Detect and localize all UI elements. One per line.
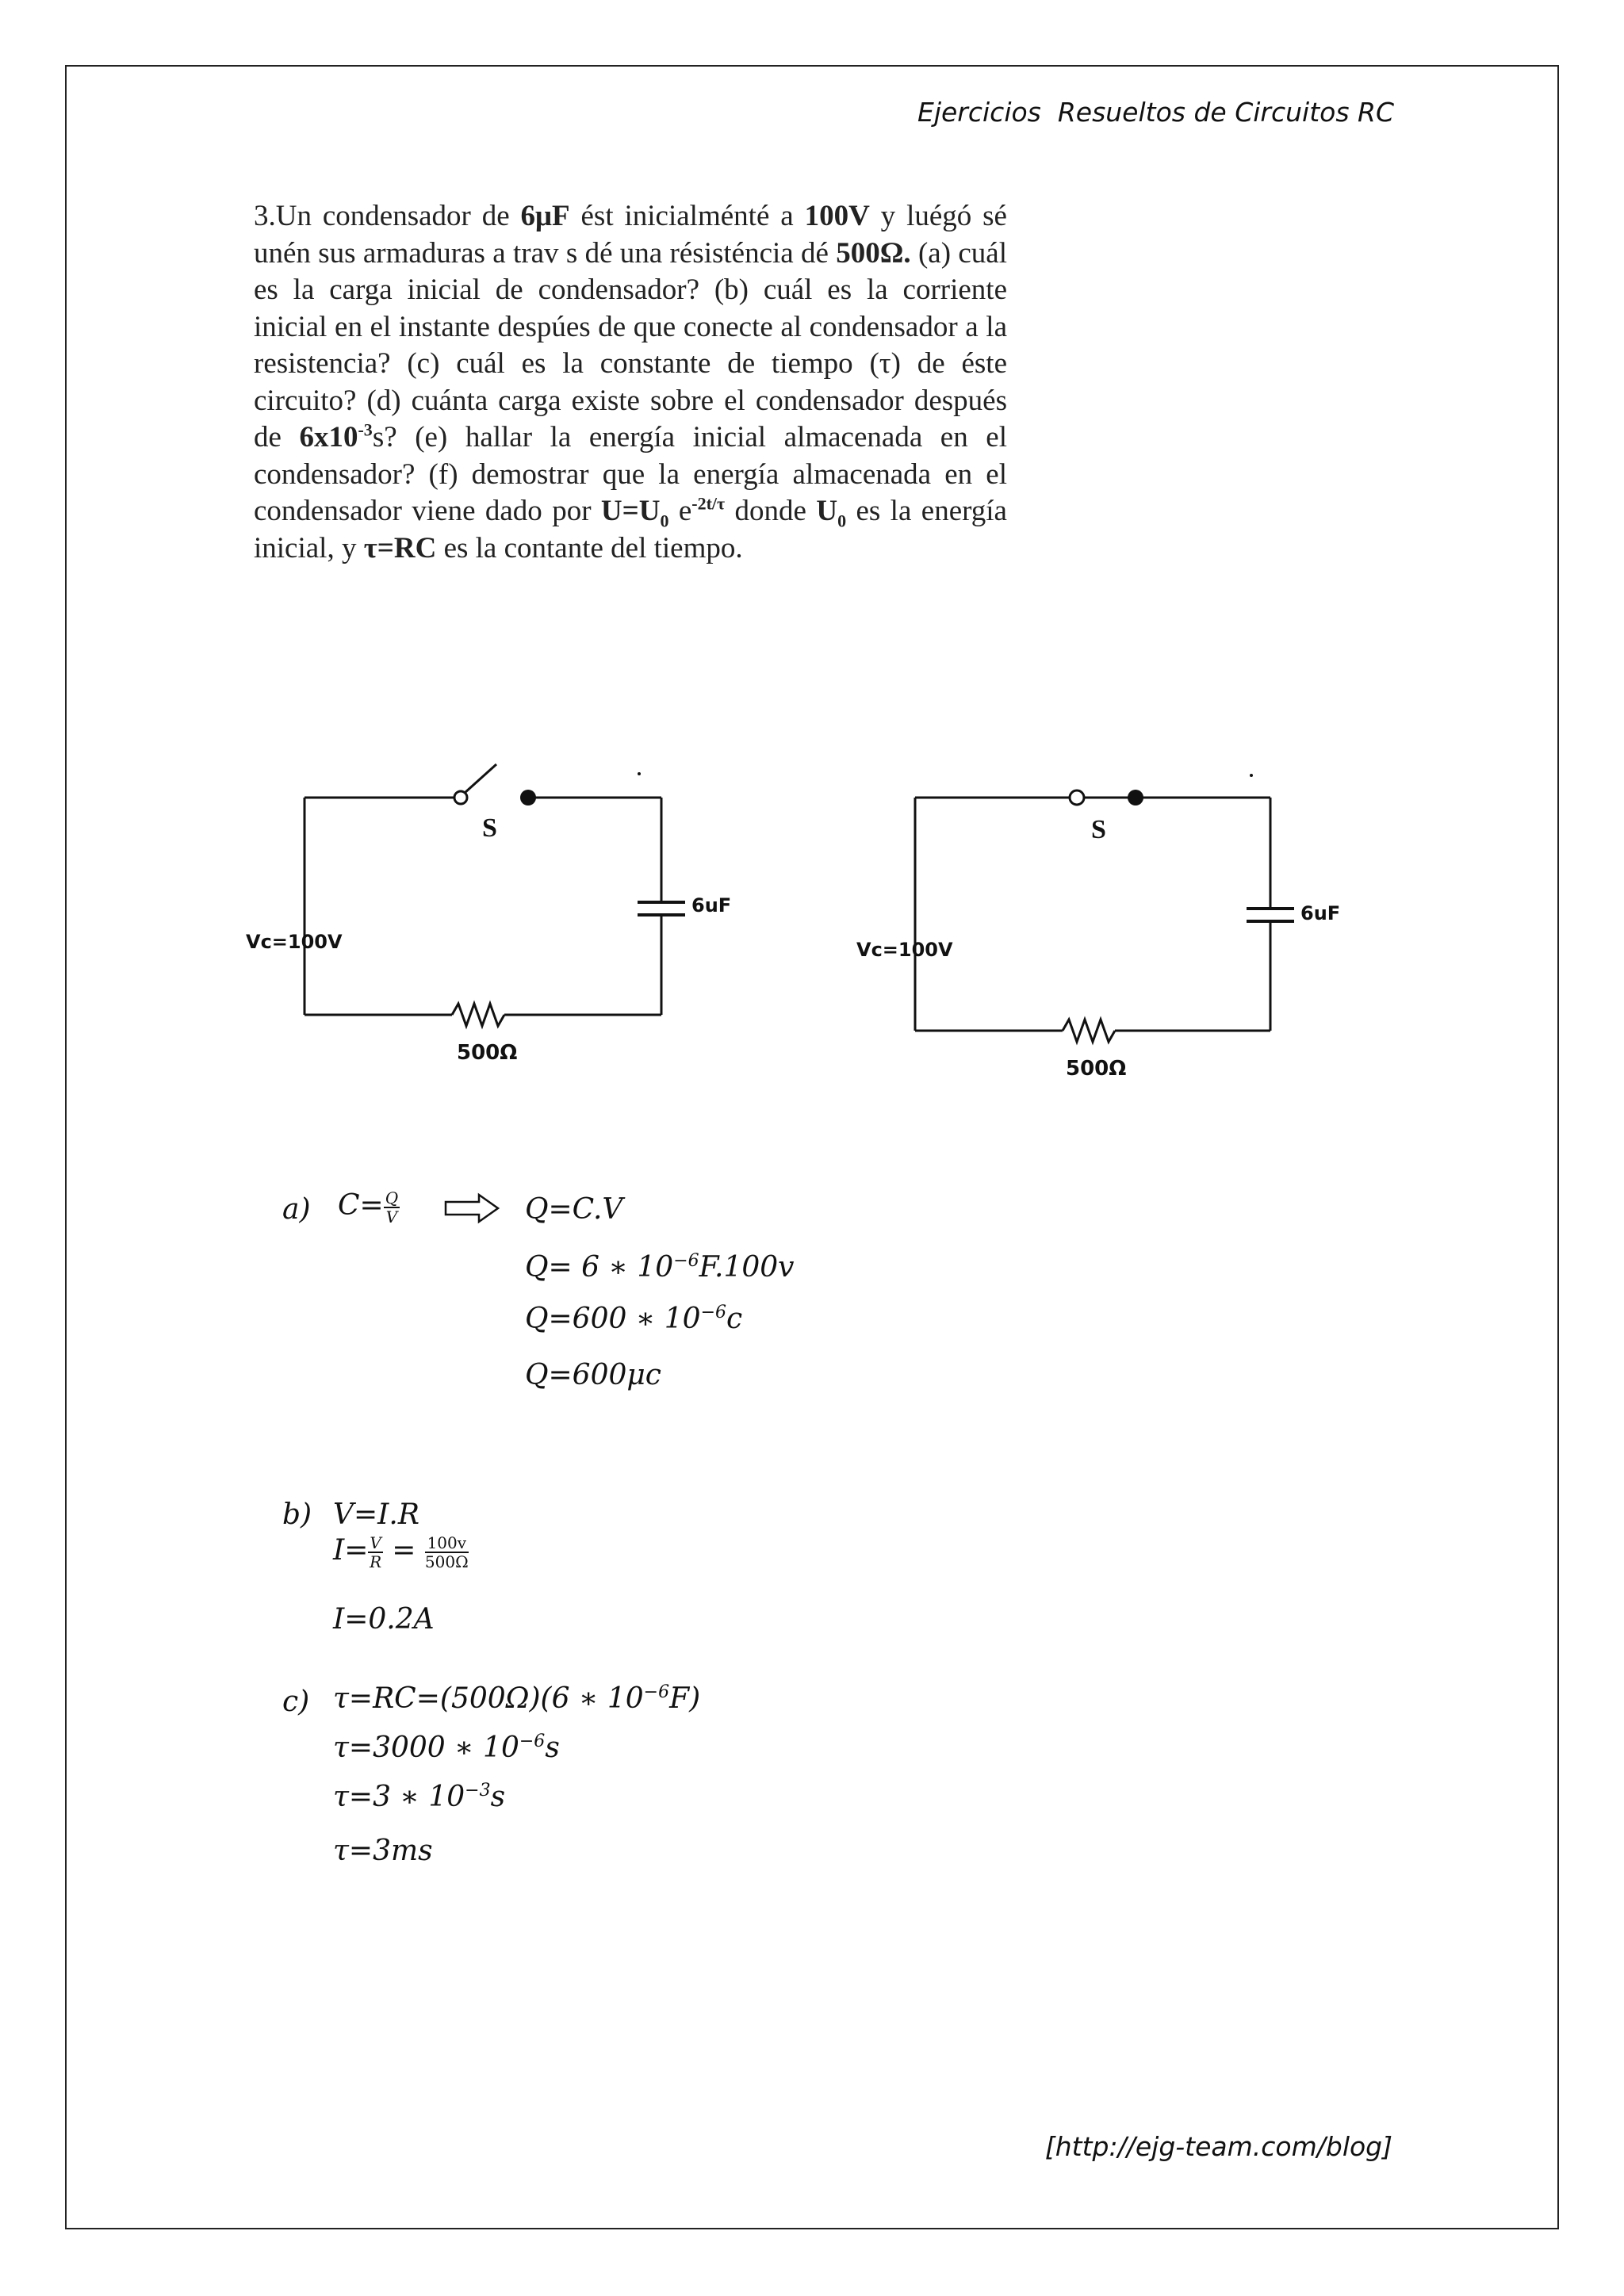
source-label: Vc=100V (246, 931, 343, 953)
capacitor-label: 6uF (691, 894, 732, 916)
solution-a-line1: Q=C.V (525, 1193, 623, 1226)
solution-a-line4: Q=600μc (525, 1359, 661, 1391)
page-header: Ejercicios Resueltos de Circuitos RC (917, 97, 1394, 128)
source-label: Vc=100V (856, 939, 953, 961)
implies-arrow-icon (444, 1192, 501, 1224)
solution-a-line2: Q= 6 ∗ $10^{-6}F.100v$ (525, 1251, 795, 1284)
problem-statement: 3.Un condensador de 6μF ést inicialménté a 100V y luégó sé unén sus armaduras a trav s dé una résisténcia dé 500Ω. (a) cuál es la carga inicial de condensador? (b) cuál es la corriente inicial en el instante despúes de que conecte al condensador a la resistencia? (c) cuál es la constante de tiempo (τ) de éste circuito? (d) cuánta carga existe sobre el condensador después de $6x10^{-3}s$? (e) hallar la energía inicial almacenada en el condensador? (f) demostrar que la energía almacenada en el condensador viene dado por $U=U_0$ $e^{-2t/\tau}$ donde $U_0$ es la energía inicial, y τ=RC es la contante del tiempo. (254, 200, 1007, 564)
switch-label: S (482, 813, 497, 843)
switch-contact-dot (520, 790, 536, 806)
solution-c-line4: τ=3ms (333, 1835, 433, 1867)
fraction-100v-over-500ohm: $\frac{100v}{500\Omega}$ (424, 1533, 469, 1571)
capacitor-label: 6uF (1300, 902, 1341, 924)
switch-open-terminal (454, 791, 467, 804)
fraction-v-over-r: $\frac{V}{R}$ (370, 1533, 382, 1571)
solution-b-line3: I=0.2A (333, 1603, 435, 1636)
circuit-diagram-closed-switch (848, 761, 1340, 1086)
switch-label: S (1091, 815, 1106, 844)
problem-number: 3. (254, 200, 276, 232)
solution-b-line1: V=I.R (333, 1498, 419, 1531)
solution-b-line2: I= $\frac{V}{R}$ = $\frac{100v}{500\Omega}$ (333, 1533, 469, 1571)
resistor-label: 500Ω (1066, 1057, 1127, 1081)
solution-c-line1: τ=RC=(500Ω)(6 ∗ $10^{-6}F$) (333, 1682, 701, 1715)
solution-a-line3: Q=600 ∗ $10^{-6}c$ (525, 1303, 743, 1335)
solution-c-line2: τ=3000 ∗ $10^{-6}s$ (333, 1732, 560, 1764)
solution-a-label: a) (282, 1193, 311, 1226)
solution-c-label: c) (282, 1686, 310, 1718)
circuit-diagram-open-switch (238, 753, 732, 1078)
fraction-q-over-v: $\frac{Q}{V}$ (385, 1188, 399, 1226)
solution-c-line3: τ=3 ∗ $10^{-3}s$ (333, 1781, 506, 1813)
solution-b-label: b) (282, 1498, 312, 1531)
switch-open-terminal (1070, 790, 1084, 805)
resistor-label: 500Ω (457, 1041, 518, 1065)
switch-contact-dot (1128, 790, 1143, 806)
footer-url: [http://ejg-team.com/blog] (1044, 2131, 1392, 2162)
capacitance-formula: C= $\frac{Q}{V}$ (338, 1188, 399, 1226)
